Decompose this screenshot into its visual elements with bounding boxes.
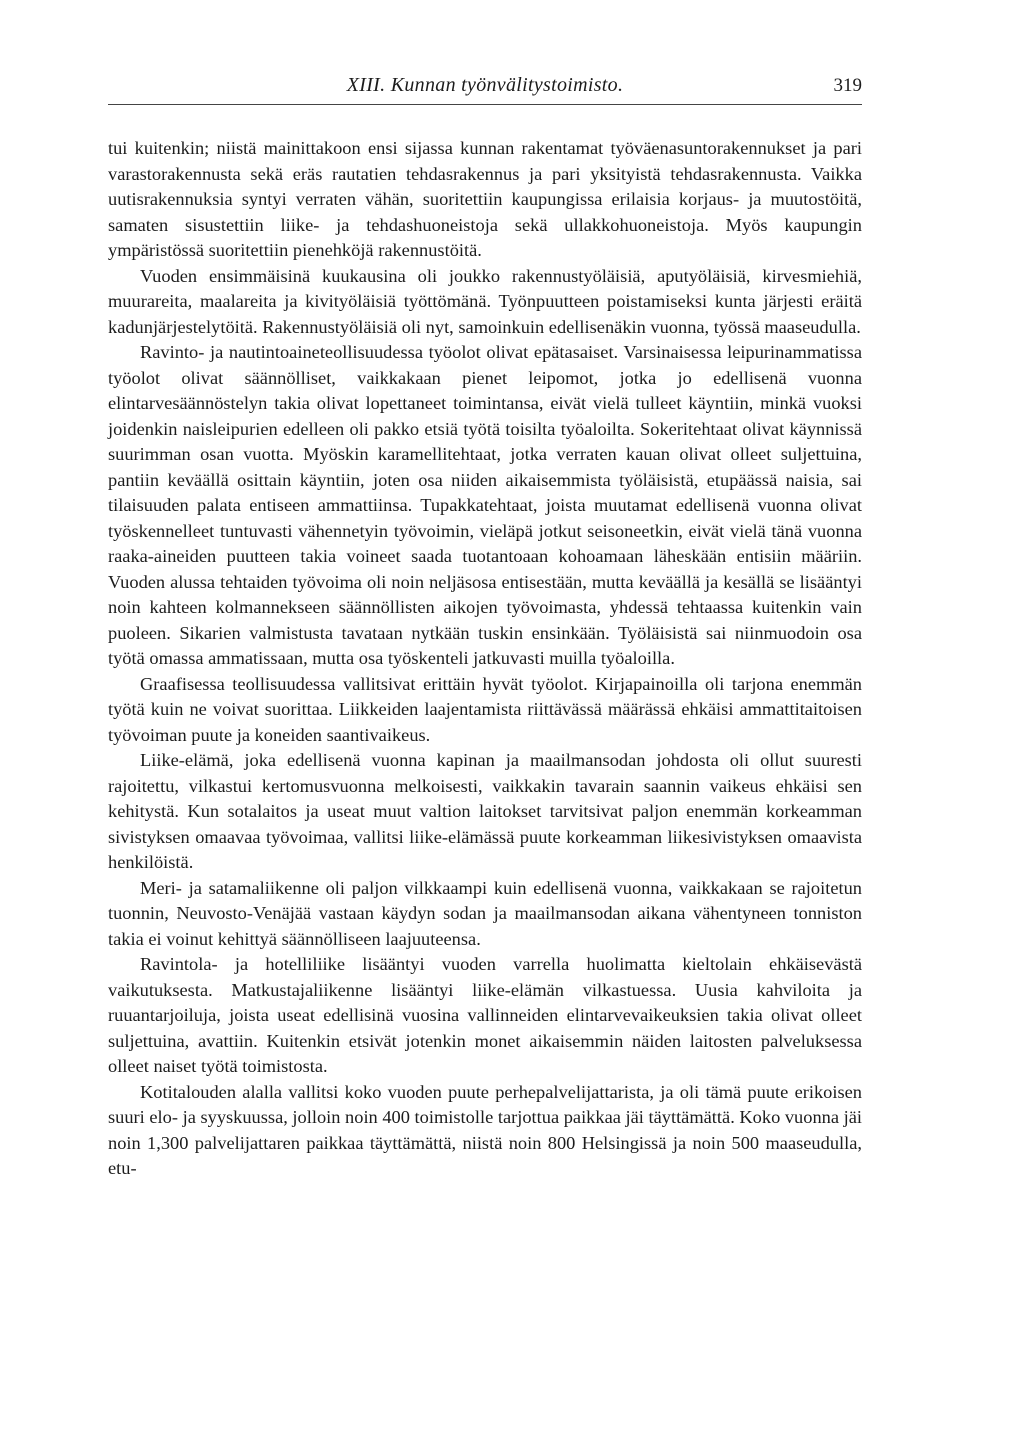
document-page [108,70,862,1182]
paragraph-8: Kotitalouden alalla vallitsi koko vuoden puute perhepalvelijattarista, ja oli tämä puute erikoisen suuri elo- ja syyskuussa, jolloin noin 400 toimistolle tarjottua paikkaa jäi täyttämättä. Koko vuonna jäi noin 1,300 palvelijattaren paikkaa täyttämättä, niistä noin 800 Helsingissä ja noin 500 maaseudulla, etu- [108,1081,862,1178]
paragraph-3: Ravinto- ja nautintoaineteollisuudessa työolot olivat epätasaiset. Varsinaisessa leipurinammatissa työolot olivat säännölliset, vaikkakaan pienet leipomot, jotka jo edellisenä vuonna elintarvesäännöstelyn takia olivat lopettaneet toimintansa, eivät vielä tulleet käyntiin, minkä vuoksi joidenkin naisleipurien edelleen oli pakko etsiä työtä toisilta työaloilta. Sokeritehtaat olivat käynnissä suurimman osan vuotta. Myöskin karamellitehtaat, jotka verraten kauan olivat olleet suljettuina, pantiin keväällä osittain käyntiin, joten osa niiden aikaisemmista työläisistä, etupäässä naisia, sai tilaisuuden palata entiseen ammattiinsa. Tupakkatehtaat, joista muutamat edellisenä vuonna olivat työskennelleet tuntuvasti vähennetyin työvoimin, vieläpä jotkut seisoneetkin, eivät vielä tänä vuonna raaka-aineiden puutteen takia voineet saada tuotantoaan kohoamaan läheskään entisiin määriin. Vuoden alussa tehtaiden työvoima oli noin neljäsosa entisestään, mutta keväällä ja kesällä se lisääntyi noin kahteen kolmannekseen säännöllisten aikojen työvoimasta, yhdessä tehtaassa kuitenkin vain puoleen. Sikarien valmistusta tavataan nytkään tuskin ensinkään. Työläisistä sai niinmuodoin osa työtä omassa ammatissaan, mutta osa työskenteli jatkuvasti muilla työaloilla. [108,342,862,668]
page-number: 319 [833,75,862,96]
paragraph-7: Ravintola- ja hotelliliike lisääntyi vuoden varrella huolimatta kieltolain ehkäisevästä vaikutuksesta. Matkustajaliikenne lisääntyi liike-elämän vilkastuessa. Uusia kahviloita ja ruuantarjoiluja, joista useat edellisinä vuosina vallinneiden elintarvevaikeuksien takia olivat olleet suljettuina, avattiin. Kuitenkin etsivät jotenkin monet aikaisemmin näiden laitosten palveluksessa olleet naiset työtä toimistosta. [108,954,862,1076]
paragraph-2: Vuoden ensimmäisinä kuukausina oli joukko rakennustyöläisiä, aputyöläisiä, kirvesmiehiä, muurareita, maalareita ja kivityöläisiä työttömänä. Työnpuutteen poistamiseksi kunta järjesti eräitä kadunjärjestelytöitä. Rakennustyöläisiä oli nyt, samoinkuin edellisenäkin vuonna, työssä maaseudulla. [108,265,862,337]
paragraph-4: Graafisessa teollisuudessa vallitsivat erittäin hyvät työolot. Kirjapainoilla oli tarjona enemmän työtä kuin ne voivat suorittaa. Liikkeiden laajentamista riittävässä määrässä ehkäisi ammattitaitoisen työvoiman puute ja koneiden saantivaikeus. [108,673,862,745]
running-header [108,70,862,105]
body-text [108,136,862,1182]
paragraph-5: Liike-elämä, joka edellisenä vuonna kapinan ja maailmansodan johdosta oli ollut suuresti rajoitettu, vilkastui kertomusvuonna melkoisesti, vaikkakin tavarain saannin vaikeus ehkäisi sen kehitystä. Kun sotalaitos ja useat muut valtion laitokset tarvitsivat paljon enemmän korkeamman sivistyksen omaavaa työvoimaa, vallitsi liike-elämässä puute korkeamman liikesivistyksen omaavista henkilöistä. [108,750,862,872]
paragraph-1: tui kuitenkin; niistä mainittakoon ensi sijassa kunnan rakentamat työväenasuntorakennukset ja pari varastorakennusta sekä eräs rautatien tehdasrakennus ja pari yksityistä tehdasrakennusta. Vaikka uutisrakennuksia syntyi verraten vähän, suoritettiin kaupungissa erilaisia korjaus- ja muutostöitä, samaten sisustettiin liike- ja tehdashuoneistoja sekä ullakkohuoneistoja. Myös kaupungin ympäristössä suoritettiin pienehköjä rakennustöitä. [108,138,862,260]
paragraph-6: Meri- ja satamaliikenne oli paljon vilkkaampi kuin edellisenä vuonna, vaikkakaan se rajoitetun tuonnin, Neuvosto-Venäjää vastaan käydyn sodan ja maailmansodan aikana vähentyneen tonniston takia ei voinut kehittyä säännölliseen laajuuteensa. [108,877,862,949]
chapter-title: XIII. Kunnan työnvälitystoimisto. [346,74,624,96]
